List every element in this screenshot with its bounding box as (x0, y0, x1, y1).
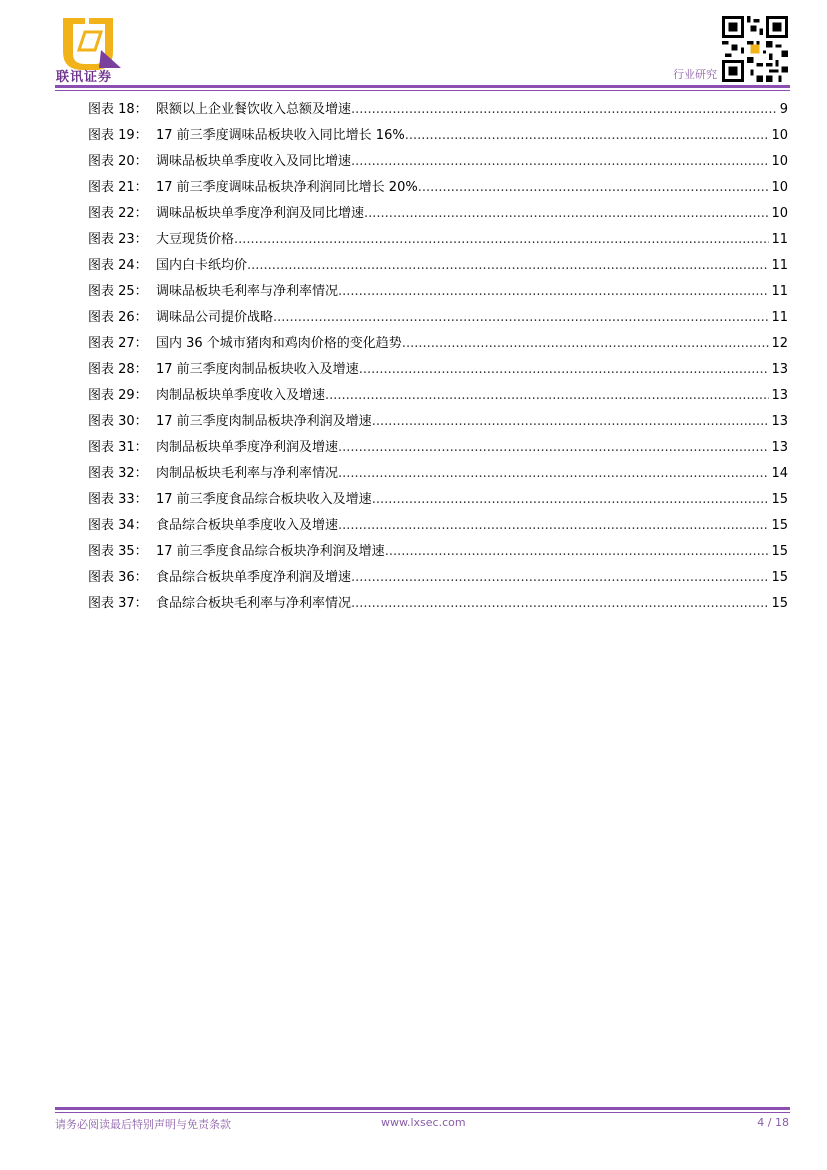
toc-leader-dots (359, 357, 770, 383)
toc-entry[interactable] (88, 331, 788, 357)
footer-website[interactable]: www.lxsec.com (381, 1116, 466, 1129)
toc-entry-number: 图表 27： (88, 336, 148, 351)
toc-entry-page: 15 (771, 596, 788, 611)
toc-entry-number: 图表 33： (88, 492, 148, 507)
toc-entry[interactable] (88, 357, 788, 383)
toc-entry-page: 15 (771, 570, 788, 585)
toc-entry[interactable] (88, 201, 788, 227)
toc-entry-title: 17 前三季度肉制品板块净利润及增速 (156, 414, 372, 429)
page-indicator: 4 / 18 (757, 1116, 789, 1129)
toc-entry-page: 11 (771, 284, 788, 299)
toc-entry-number: 图表 25： (88, 284, 148, 299)
toc-entry-number: 图表 22： (88, 206, 148, 221)
figure-index-list (88, 97, 788, 617)
toc-entry-page: 10 (771, 180, 788, 195)
toc-entry-number: 图表 18： (88, 102, 148, 117)
toc-entry[interactable] (88, 539, 788, 565)
toc-entry[interactable] (88, 487, 788, 513)
toc-entry-page: 11 (771, 232, 788, 247)
qr-code-icon (721, 16, 789, 82)
toc-entry-title: 国内白卡纸均价 (156, 258, 248, 273)
toc-entry-title: 调味品板块毛利率与净利率情况 (156, 284, 339, 299)
toc-entry-page: 10 (771, 206, 788, 221)
toc-entry[interactable] (88, 565, 788, 591)
toc-entry-page: 10 (771, 128, 788, 143)
toc-entry[interactable] (88, 149, 788, 175)
toc-entry-number: 图表 20： (88, 154, 148, 169)
toc-entry-title: 17 前三季度调味品板块净利润同比增长 20% (156, 180, 418, 195)
page-header (0, 0, 827, 95)
toc-entry-number: 图表 23： (88, 232, 148, 247)
toc-entry-number: 图表 35： (88, 544, 148, 559)
toc-entry-title: 17 前三季度食品综合板块净利润及增速 (156, 544, 385, 559)
toc-entry-title: 大豆现货价格 (156, 232, 235, 247)
toc-entry-title: 调味品板块单季度净利润及同比增速 (156, 206, 365, 221)
toc-entry[interactable] (88, 175, 788, 201)
toc-entry-title: 调味品板块单季度收入及同比增速 (156, 154, 352, 169)
toc-leader-dots (418, 175, 770, 201)
toc-entry-title: 限额以上企业餐饮收入总额及增速 (156, 102, 352, 117)
toc-leader-dots (338, 279, 769, 305)
toc-entry-page: 15 (771, 518, 788, 533)
toc-entry[interactable] (88, 383, 788, 409)
header-divider-thin (55, 90, 790, 91)
toc-entry-title: 17 前三季度食品综合板块收入及增速 (156, 492, 372, 507)
toc-leader-dots (402, 331, 770, 357)
toc-entry[interactable] (88, 227, 788, 253)
toc-leader-dots (372, 409, 770, 435)
toc-leader-dots (338, 435, 769, 461)
toc-entry-page: 11 (771, 310, 788, 325)
toc-entry[interactable] (88, 123, 788, 149)
toc-entry-title: 17 前三季度调味品板块收入同比增长 16% (156, 128, 405, 143)
toc-leader-dots (372, 487, 770, 513)
toc-entry[interactable] (88, 279, 788, 305)
toc-entry-title: 食品综合板块毛利率与净利率情况 (156, 596, 352, 611)
toc-entry-page: 13 (771, 440, 788, 455)
footer-divider (55, 1107, 790, 1110)
toc-entry-number: 图表 21： (88, 180, 148, 195)
toc-leader-dots (385, 539, 770, 565)
header-divider (55, 85, 790, 88)
toc-entry-page: 13 (771, 362, 788, 377)
toc-entry[interactable] (88, 409, 788, 435)
toc-entry-number: 图表 24： (88, 258, 148, 273)
toc-entry-number: 图表 26： (88, 310, 148, 325)
toc-leader-dots (351, 565, 769, 591)
toc-entry-page: 15 (771, 492, 788, 507)
toc-leader-dots (325, 383, 769, 409)
toc-entry-page: 12 (771, 336, 788, 351)
toc-entry-number: 图表 32： (88, 466, 148, 481)
toc-leader-dots (234, 227, 769, 253)
toc-entry-title: 食品综合板块单季度净利润及增速 (156, 570, 352, 585)
toc-leader-dots (273, 305, 769, 331)
toc-entry-number: 图表 36： (88, 570, 148, 585)
toc-entry[interactable] (88, 591, 788, 617)
toc-leader-dots (338, 513, 769, 539)
toc-entry-page: 15 (771, 544, 788, 559)
toc-entry-title: 肉制品板块单季度净利润及增速 (156, 440, 339, 455)
toc-entry-title: 国内 36 个城市猪肉和鸡肉价格的变化趋势 (156, 336, 402, 351)
toc-leader-dots (351, 97, 778, 123)
toc-entry-number: 图表 31： (88, 440, 148, 455)
toc-entry-number: 图表 28： (88, 362, 148, 377)
toc-entry[interactable] (88, 305, 788, 331)
footer-disclaimer: 请务必阅读最后特别声明与免责条款 (55, 1118, 231, 1131)
toc-entry[interactable] (88, 435, 788, 461)
toc-entry-title: 食品综合板块单季度收入及增速 (156, 518, 339, 533)
footer-divider-thin (55, 1112, 790, 1113)
toc-entry-number: 图表 30： (88, 414, 148, 429)
toc-entry-number: 图表 29： (88, 388, 148, 403)
toc-entry-title: 肉制品板块毛利率与净利率情况 (156, 466, 339, 481)
toc-entry-title: 肉制品板块单季度收入及增速 (156, 388, 326, 403)
toc-entry-page: 13 (771, 414, 788, 429)
toc-leader-dots (405, 123, 770, 149)
toc-entry-page: 9 (779, 102, 788, 117)
toc-entry-page: 14 (771, 466, 788, 481)
toc-leader-dots (338, 461, 769, 487)
toc-entry-page: 13 (771, 388, 788, 403)
logo-text: 联讯证券 (56, 70, 113, 85)
toc-entry-page: 10 (771, 154, 788, 169)
toc-leader-dots (351, 149, 769, 175)
toc-entry-title: 调味品公司提价战略 (156, 310, 274, 325)
toc-entry-number: 图表 37： (88, 596, 148, 611)
toc-entry-page: 11 (771, 258, 788, 273)
section-tag: 行业研究 (673, 68, 717, 81)
toc-entry-number: 图表 34： (88, 518, 148, 533)
toc-entry[interactable] (88, 513, 788, 539)
toc-leader-dots (351, 591, 769, 617)
toc-entry-number: 图表 19： (88, 128, 148, 143)
toc-entry-title: 17 前三季度肉制品板块收入及增速 (156, 362, 359, 377)
toc-leader-dots (247, 253, 769, 279)
toc-entry[interactable] (88, 97, 788, 123)
toc-entry[interactable] (88, 253, 788, 279)
toc-entry[interactable] (88, 461, 788, 487)
toc-leader-dots (364, 201, 769, 227)
